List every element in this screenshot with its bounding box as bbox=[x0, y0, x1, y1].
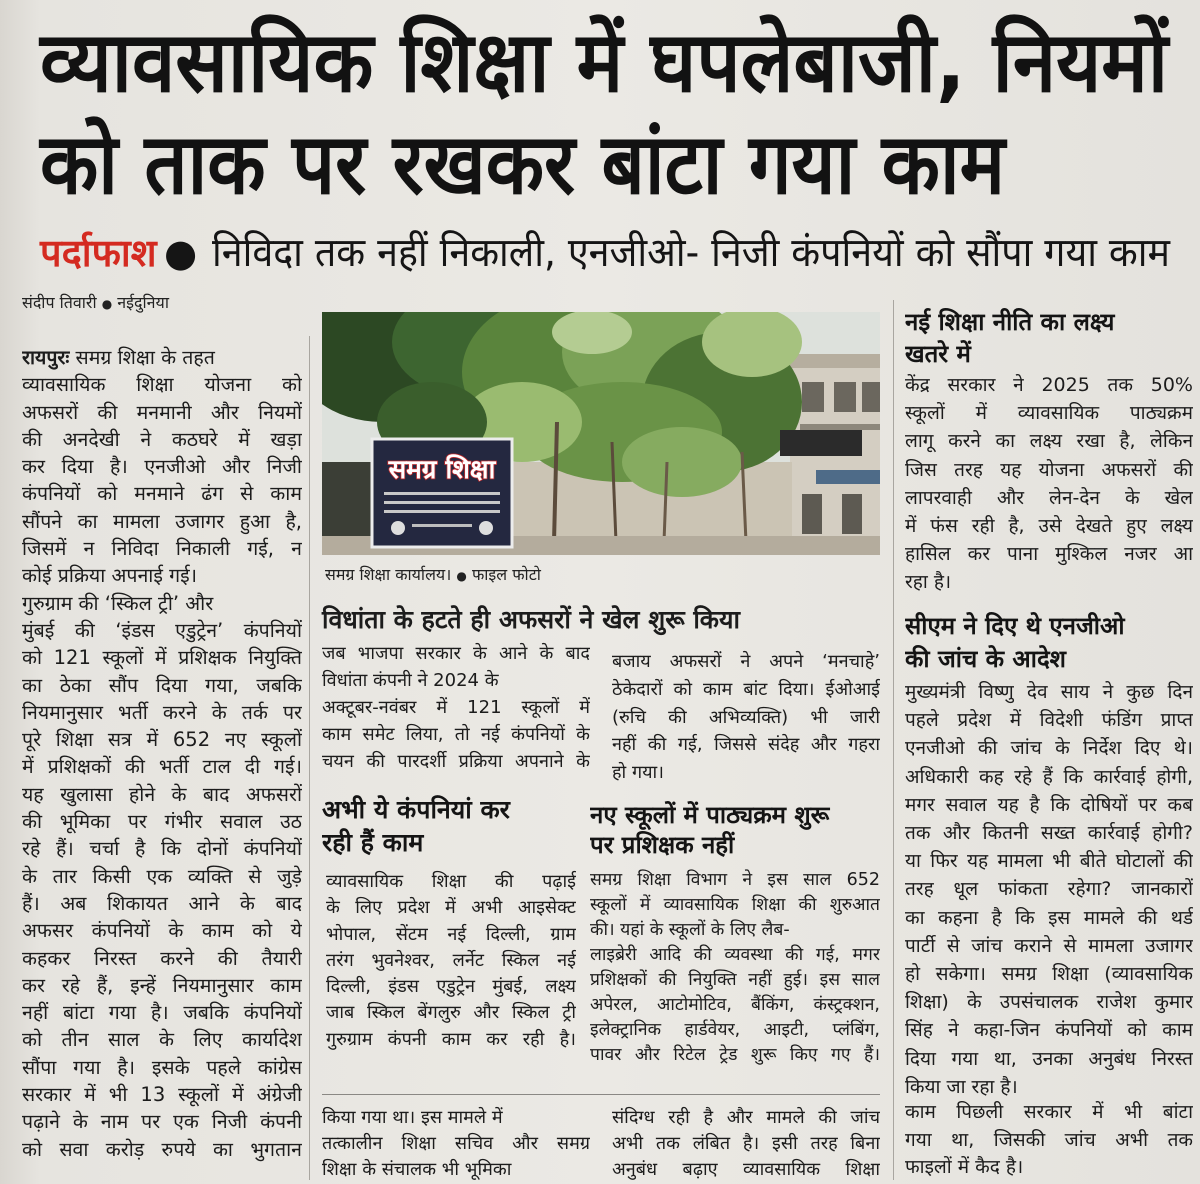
byline-author: संदीप तिवारी bbox=[22, 293, 97, 312]
section-divider bbox=[322, 1094, 880, 1095]
side-story-2-line: हो सकेगा। समग्र शिक्षा (व्यावसायिक bbox=[905, 963, 1193, 986]
main-section-column-1 bbox=[322, 640, 590, 777]
sign-text: समग्र शिक्षा bbox=[388, 455, 496, 485]
side-story-2-line: पार्टी से जांच कराने से मामला उजागर bbox=[905, 934, 1193, 957]
new-schools-section-line: प्रशिक्षकों की नियुक्ति नहीं हुई। इस साल bbox=[590, 969, 880, 990]
left-column-line: यह खुलासा होने के बाद अफसरों bbox=[22, 782, 302, 806]
side-story-2-line: या फिर यह मामला भी बीते घोटालों की bbox=[905, 850, 1193, 873]
side-story-2-line: तरह धूल फांकता रहेगा? जानकारों bbox=[905, 878, 1193, 901]
byline-source: नईदुनिया bbox=[117, 293, 169, 312]
left-column-line: का ठेका सौंप दिया गया, जबकि bbox=[22, 673, 302, 697]
column-divider-left bbox=[309, 336, 310, 1180]
office-photo bbox=[322, 312, 880, 555]
side-story-2-line: पहले प्रदेश में विदेशी फंडिंग प्राप्त bbox=[905, 709, 1193, 732]
dateline-text: समग्र शिक्षा के तहत bbox=[75, 346, 215, 369]
companies-heading-line: अभी ये कंपनियां कर bbox=[322, 795, 510, 824]
left-column bbox=[22, 344, 302, 1166]
companies-section-line: के लिए प्रदेश में अभी आइसेक्ट bbox=[326, 897, 576, 919]
left-column-line: की अनदेखी ने कठघरे में खड़ा bbox=[22, 427, 302, 451]
byline-bullet: ● bbox=[101, 297, 113, 311]
side-story-1-line: लापरवाही और लेन-देन के खेल bbox=[905, 486, 1193, 509]
continuation-line: संदिग्ध रही है और मामले की जांच bbox=[612, 1107, 880, 1128]
left-column-line: रहे हैं। चर्चा है कि दोनों कंपनियों bbox=[22, 837, 302, 861]
left-column-line: नियमानुसार भर्ती करने के तर्क पर bbox=[22, 700, 302, 724]
dateline: रायपुरः bbox=[22, 346, 70, 369]
left-column-line: को 121 स्कूलों में प्रशिक्षक नियुक्ति bbox=[22, 646, 302, 670]
main-section-line: जब भाजपा सरकार के आने के बाद bbox=[322, 643, 590, 664]
companies-section-line: जाब स्किल बेंगलुरु और स्किल ट्री bbox=[326, 1002, 576, 1024]
companies-section-body bbox=[326, 869, 576, 1055]
left-column-line: को तीन साल के लिए कार्यादेश bbox=[22, 1028, 302, 1052]
companies-section-line: व्यावसायिक शिक्षा की पढ़ाई bbox=[326, 871, 576, 892]
side-story-1-line: जिस तरह यह योजना अफसरों की bbox=[905, 458, 1193, 481]
continuation-line: गया था, जिसकी जांच अभी तक bbox=[905, 1128, 1193, 1151]
side-story-1-line: स्कूलों में व्यावसायिक पाठ्यक्रम bbox=[905, 402, 1193, 425]
new-schools-section-heading bbox=[590, 800, 880, 862]
main-section-line: बजाय अफसरों ने अपने ‘मनचाहे’ bbox=[612, 651, 880, 672]
left-column-line: अफसरों की मनमानी और नियमों bbox=[22, 400, 302, 424]
companies-section-heading bbox=[322, 793, 572, 861]
continuation-line: अभी तक लंबित है। इसी तरह बिना bbox=[612, 1133, 880, 1154]
left-column-line: सरकार में भी 13 स्कूलों में अंग्रेजी bbox=[22, 1083, 302, 1107]
left-column-line: कर रहे हैं, इन्हें नियमानुसार काम bbox=[22, 973, 302, 997]
left-column-line: जिसमें न निविदा निकाली गई, न bbox=[22, 537, 302, 561]
main-section-line: नहीं की गई, जिससे संदेह और गहरा bbox=[612, 734, 880, 756]
side-story-2-line: का कहना है कि इस मामले की थर्ड bbox=[905, 906, 1193, 929]
left-column-line: में प्रशिक्षकों की भर्ती टाल दी गई। bbox=[22, 755, 302, 779]
subhead-bullet: ● bbox=[164, 231, 198, 275]
side-story-2-line: सिंह ने कहा-जिन कंपनियों को काम bbox=[905, 1019, 1193, 1042]
left-column-line: कहकर निरस्त करने की तैयारी bbox=[22, 946, 302, 970]
continuation-column-2 bbox=[612, 1105, 880, 1183]
left-column-line: मुंबई की ‘इंडस एडुट्रेन’ कंपनियों bbox=[22, 618, 302, 642]
continuation-line: फाइलों में कैद है। bbox=[905, 1156, 1024, 1178]
byline bbox=[22, 292, 169, 315]
headline-line-2: को ताक पर रखकर बांटा गया काम bbox=[40, 115, 1005, 213]
side-story-2-line: तक और कितनी सख्त कार्रवाई होगी? bbox=[905, 822, 1193, 845]
side-story-2-heading-line: सीएम ने दिए थे एनजीओ bbox=[905, 612, 1125, 640]
companies-heading-line: रही हैं काम bbox=[322, 828, 424, 857]
left-column-line: कोई प्रक्रिया अपनाई गई। bbox=[22, 564, 198, 588]
left-column-line: सौंपने का मामला उजागर हुआ है, bbox=[22, 509, 302, 533]
continuation-column-1 bbox=[322, 1105, 590, 1183]
continuation-line: काम पिछली सरकार में भी बांटा bbox=[905, 1101, 1193, 1123]
dateline-line bbox=[22, 344, 302, 371]
new-schools-section-line: इलेक्ट्रानिक हार्डवेयर, आइटी, प्लंबिंग, bbox=[590, 1019, 880, 1040]
continuation-line: किया गया था। इस मामले में bbox=[322, 1107, 503, 1128]
side-story-2-line: अधिकारी कह रहे हैं कि कार्रवाई होगी, bbox=[905, 765, 1193, 788]
side-story-1-line: लागू करने का लक्ष्य रखा है, लेकिन bbox=[905, 430, 1193, 453]
side-story-2-line: एनजीओ की जांच के निर्देश दिए थे। bbox=[905, 737, 1193, 760]
photo-caption bbox=[325, 564, 541, 587]
left-column-line: गुरुग्राम की ‘स्किल ट्री’ और bbox=[22, 591, 214, 615]
left-column-line: कर दिया है। एनजीओ और निजी bbox=[22, 455, 302, 479]
new-schools-section-line: स्कूलों में व्यावसायिक शिक्षा की शुरुआत bbox=[590, 894, 880, 915]
companies-section-line: तरंग भुवनेश्वर, लर्नेट स्किल नई bbox=[326, 949, 576, 971]
companies-section-line: गुरुग्राम कंपनी काम कर रही है। bbox=[326, 1028, 576, 1050]
column-divider-right bbox=[893, 300, 894, 1180]
side-story-1-line: केंद्र सरकार ने 2025 तक 50% bbox=[905, 374, 1193, 396]
subhead-text: निविदा तक नहीं निकाली, एनजीओ- निजी कंपनियों को सौंपा गया काम bbox=[212, 230, 1170, 276]
signboard bbox=[372, 439, 512, 547]
new-schools-section-line: समग्र शिक्षा विभाग ने इस साल 652 bbox=[590, 869, 880, 890]
main-section-line: (रुचि की अभिव्यक्ति) भी जारी bbox=[612, 706, 880, 728]
side-story-1-line: रहा है। bbox=[905, 571, 952, 594]
new-schools-section-line: लाइब्रेरी आदि की व्यवस्था की गई, मगर bbox=[590, 944, 880, 965]
photo bbox=[322, 312, 880, 555]
new-schools-section-body bbox=[590, 868, 880, 1070]
main-section-line: हो गया। bbox=[612, 762, 664, 784]
side-story-2-line: किया जा रहा है। bbox=[905, 1075, 1018, 1098]
main-section-line: विधांता कंपनी ने 2024 के bbox=[322, 670, 499, 691]
main-section-line: ठेकेदारों को काम बांट दिया। ईओआई bbox=[612, 678, 880, 700]
companies-section-line: दिल्ली, इंडस एडुट्रेन मुंबई, लक्ष्य bbox=[326, 976, 576, 998]
caption-credit: फाइल फोटो bbox=[471, 565, 541, 584]
left-column-line: की भूमिका पर गंभीर सवाल उठ bbox=[22, 810, 302, 834]
subhead-label: पर्दाफाश bbox=[40, 231, 157, 275]
left-column-line: अफसर कंपनियों के काम को ये bbox=[22, 919, 302, 943]
left-column-line: नहीं बांटा गया है। जबकि कंपनियों bbox=[22, 1001, 302, 1025]
main-section-heading: विधांता के हटते ही अफसरों ने खेल शुरू किया bbox=[322, 605, 740, 634]
side-story-2-line: शिक्षा) के उपसंचालक राजेश कुमार bbox=[905, 991, 1193, 1014]
left-column-line: व्यावसायिक शिक्षा योजना को bbox=[22, 373, 302, 397]
continuation-line: शिक्षा के संचालक भी भूमिका bbox=[322, 1159, 512, 1180]
caption-text: समग्र शिक्षा कार्यालय। bbox=[325, 565, 452, 584]
side-story-2-line: मुख्यमंत्री विष्णु देव साय ने कुछ दिन bbox=[905, 681, 1193, 703]
side-story-1-heading bbox=[905, 306, 1190, 372]
left-column-line: हैं। अब शिकायत आने के बाद bbox=[22, 891, 302, 915]
side-story-2-heading-line: की जांच के आदेश bbox=[905, 645, 1067, 673]
left-column-line: के तार किसी एक व्यक्ति से जुड़े bbox=[22, 864, 302, 888]
side-story-2-line: दिया गया था, उनका अनुबंध निरस्त bbox=[905, 1047, 1193, 1070]
side-story-1-heading-line: नई शिक्षा नीति का लक्ष्य bbox=[905, 308, 1115, 336]
left-column-line: को सवा करोड़ रुपये का भुगतान bbox=[22, 1137, 302, 1161]
new-schools-heading-line: पर प्रशिक्षक नहीं bbox=[590, 831, 735, 859]
continuation-line: अनुबंध बढ़ाए व्यावसायिक शिक्षा bbox=[612, 1159, 880, 1180]
side-story-1-body bbox=[905, 371, 1193, 599]
new-schools-section-line: अपेरल, आटोमोटिव, बैंकिंग, कंस्ट्रक्शन, bbox=[590, 994, 880, 1015]
continuation-line: तत्कालीन शिक्षा सचिव और समग्र bbox=[322, 1133, 590, 1154]
new-schools-section-line: की। यहां के स्कूलों के लिए लैब- bbox=[590, 919, 790, 940]
caption-bullet: ● bbox=[456, 569, 467, 583]
side-story-1-heading-line: खतरे में bbox=[905, 340, 971, 368]
side-story-2-heading bbox=[905, 610, 1193, 678]
headline-line-1: व्यावसायिक शिक्षा में घपलेबाजी, नियमों bbox=[40, 13, 1168, 111]
side-story-1-line: में फंस रही है, उसे देखते हुए लक्ष्य bbox=[905, 515, 1193, 538]
left-column-line: कंपनियों को मनमाने ढंग से काम bbox=[22, 482, 302, 506]
main-section-line: अक्टूबर-नवंबर में 121 स्कूलों में bbox=[322, 697, 590, 718]
continuation-column-3 bbox=[905, 1099, 1193, 1183]
new-schools-section-line: पावर और रिटेल ट्रेड शुरू किए गए हैं। bbox=[590, 1044, 880, 1065]
photo-small-board bbox=[780, 430, 862, 456]
side-story-1-line: हासिल कर पाना मुश्किल नजर आ bbox=[905, 543, 1193, 566]
left-column-line: सौंपा गया है। इसके पहले कांग्रेस bbox=[22, 1055, 302, 1079]
new-schools-heading-line: नए स्कूलों में पाठ्यक्रम शुरू bbox=[590, 801, 830, 829]
side-story-2-body bbox=[905, 678, 1193, 1103]
main-section-line: चयन की पारदर्शी प्रक्रिया अपनाने के bbox=[322, 751, 590, 772]
main-section-column-2 bbox=[612, 648, 880, 789]
companies-section-line: भोपाल, सेंटम नई दिल्ली, ग्राम bbox=[326, 923, 576, 945]
main-section-line: काम समेट लिया, तो नई कंपनियों के bbox=[322, 724, 590, 745]
left-column-line: पढ़ाने के नाम पर एक निजी कंपनी bbox=[22, 1110, 302, 1134]
side-story-2-line: मगर सवाल यह है कि दोषियों पर कब bbox=[905, 793, 1193, 816]
left-column-line: पूरे शिक्षा सत्र में 652 नए स्कूलों bbox=[22, 728, 302, 752]
